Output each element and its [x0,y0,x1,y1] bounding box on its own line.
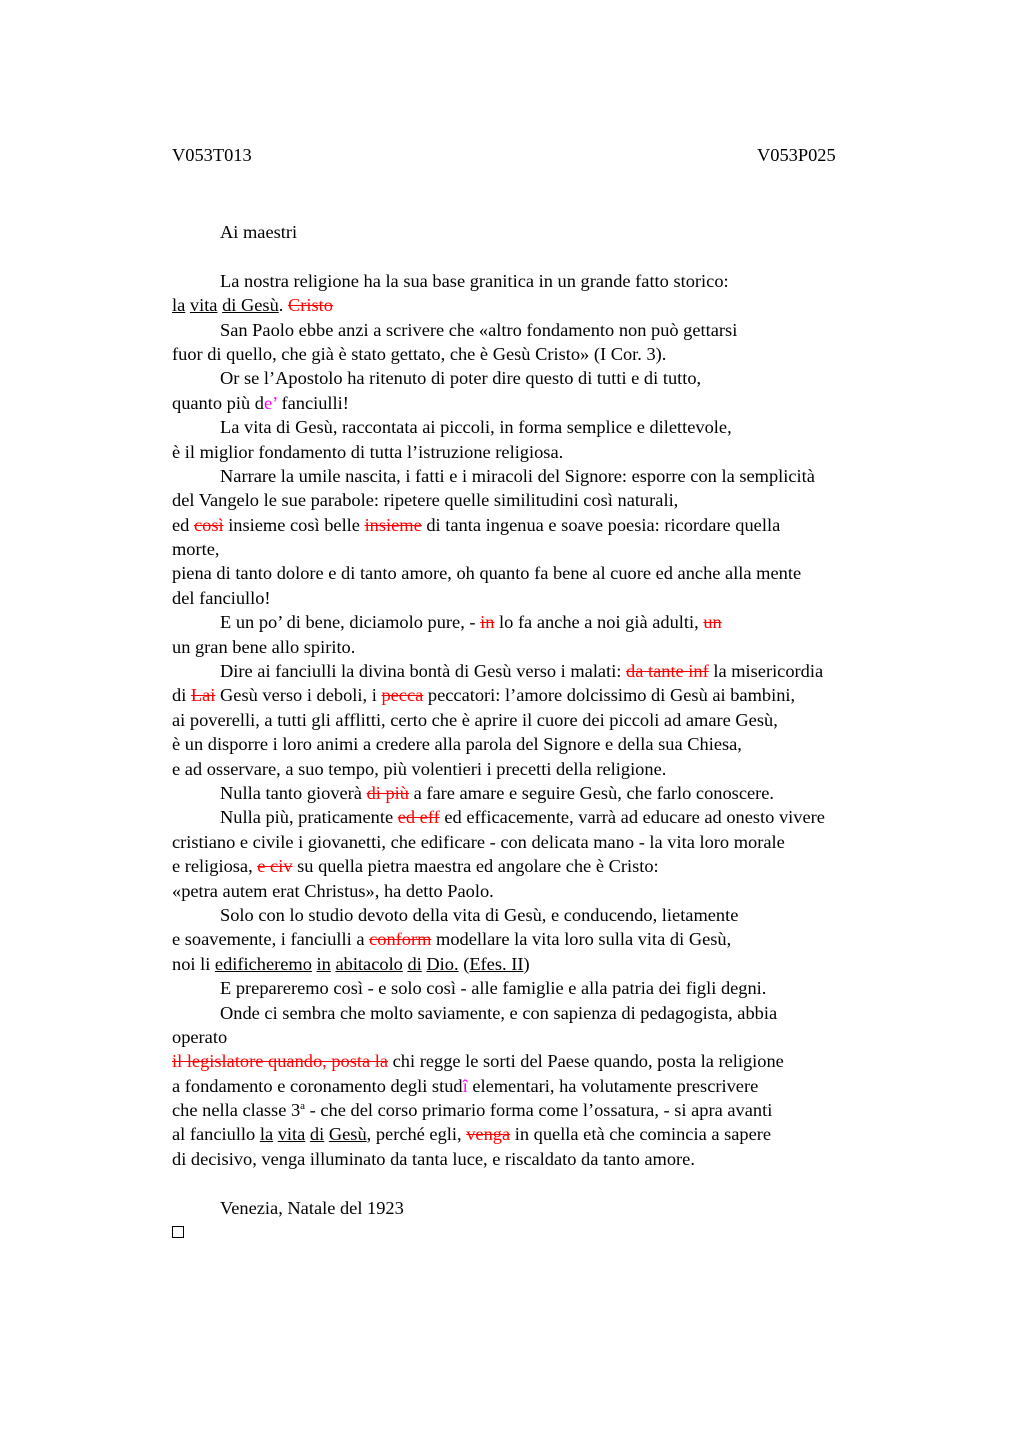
deleted-text: venga [466,1124,511,1145]
text-line: fuor di quello, che già è stato gettato, che è Gesù Cristo» (I Cor. 3). [172,343,667,364]
deleted-text: di più [366,782,409,803]
text-line: E prepareremo così - e solo così - alle famiglie e alla patria dei figli degni. [220,978,767,999]
text-line: che nella classe 3$^a$ - che del corso primario forma come l’ossatura, - si apra avanti [172,1099,773,1121]
text-line: Dire ai fanciulli la divina bontà di Gesù verso i malati: da tante inf la misericordia [220,661,824,682]
left-code: V053T013 [172,145,252,165]
inserted-text: e’ [263,392,277,413]
text-line: e religiosa, e civ su quella pietra maestra ed angolare che è Cristo: [172,856,659,877]
text-line: del fanciullo! [172,587,271,608]
heading: Ai maestri [220,222,298,242]
text-line: e soavemente, i fanciulli a conform modellare la vita loro sulla vita di Gesù, [172,929,732,950]
text-line: piena di tanto dolore e di tanto amore, oh quanto fa bene al cuore ed anche alla mente [172,563,802,584]
document-body [172,220,912,1244]
text-line: di Lai Gesù verso i deboli, i pecca peccatori: l’amore dolcissimo di Gesù ai bambini, [172,685,796,706]
text-line: del Vangelo le sue parabole: ripetere quelle similitudini così naturali, [172,490,679,511]
deleted-text: un [703,612,722,633]
text-line: la vita di Gesù. Cristo [172,295,333,316]
deleted-text: e civ [257,856,293,877]
text-line: al fanciullo la vita di Gesù, perché egli, venga in quella età che comincia a sapere [172,1124,772,1145]
text-line: «petra autem erat Christus», ha detto Paolo. [172,880,494,901]
text-line: Solo con lo studio devoto della vita di Gesù, e conducendo, lietamente [220,904,739,925]
text-line: E un po’ di bene, diciamolo pure, - in lo fa anche a noi già adulti, un [220,612,722,633]
text-line: ai poverelli, a tutti gli afflitti, certo che è aprire il cuore dei piccoli ad amare Gesù, [172,709,778,730]
empty-square-icon [172,1226,184,1238]
deleted-text: conform [369,929,432,950]
text-line: La vita di Gesù, raccontata ai piccoli, in forma semplice e dilettevole, [220,417,732,438]
text-line: Nulla tanto gioverà di più a fare amare e seguire Gesù, che farlo conoscere. [220,782,775,803]
text-line: quanto più de’ fanciulli! [172,392,349,413]
text-line: il legislatore quando, posta la chi regge le sorti del Paese quando, posta la religione [172,1051,784,1072]
deleted-text: in [480,612,495,633]
text-line: ed così insieme così belle insieme di tanta ingenua e soave poesia: ricordare quella [172,514,781,535]
text-line: Or se l’Apostolo ha ritenuto di poter dire questo di tutti e di tutto, [220,368,702,389]
text-line: è il miglior fondamento di tutta l’istruzione religiosa. [172,441,564,462]
text-line: Nulla più, praticamente ed eff ed efficacemente, varrà ad educare ad onesto vivere [220,807,825,828]
text-line: e ad osservare, a suo tempo, più volentieri i precetti della religione. [172,758,667,779]
text-line: La nostra religione ha la sua base granitica in un grande fatto storico: [220,270,729,291]
deleted-text: il legislatore quando, posta la [172,1051,389,1072]
text-line: un gran bene allo spirito. [172,636,356,657]
text-line: morte, [172,539,220,560]
inserted-text: î [462,1075,468,1096]
text-line: noi li edificheremo in abitacolo di Dio. (Efes. II) [172,953,530,974]
text-line: Narrare la umile nascita, i fatti e i miracoli del Signore: esporre con la semplicità [220,465,815,486]
text-line: cristiano e civile i giovanetti, che edificare - con delicata mano - la vita loro morale [172,831,785,852]
deleted-text: insieme [364,514,422,535]
signature: Venezia, Natale del 1923 [220,1197,404,1218]
deleted-text: ed eff [397,807,440,828]
deleted-text: pecca [381,685,424,706]
deleted-text: Cristo [287,295,333,316]
deleted-text: così [193,514,224,535]
text-line: di decisivo, venga illuminato da tanta luce, e riscaldato da tanto amore. [172,1148,695,1169]
text-line: Onde ci sembra che molto saviamente, e con sapienza di pedagogista, abbia [220,1002,778,1023]
deleted-text: Lai [190,685,216,706]
text-line: operato [172,1026,228,1047]
right-code: V053P025 [757,145,836,165]
text-line: a fondamento e coronamento degli studî elementari, ha volutamente prescrivere [172,1075,759,1096]
text-line: San Paolo ebbe anzi a scrivere che «altro fondamento non può gettarsi [220,319,738,340]
deleted-text: da tante inf [626,661,709,682]
text-line: è un disporre i loro animi a credere alla parola del Signore e della sua Chiesa, [172,734,742,755]
